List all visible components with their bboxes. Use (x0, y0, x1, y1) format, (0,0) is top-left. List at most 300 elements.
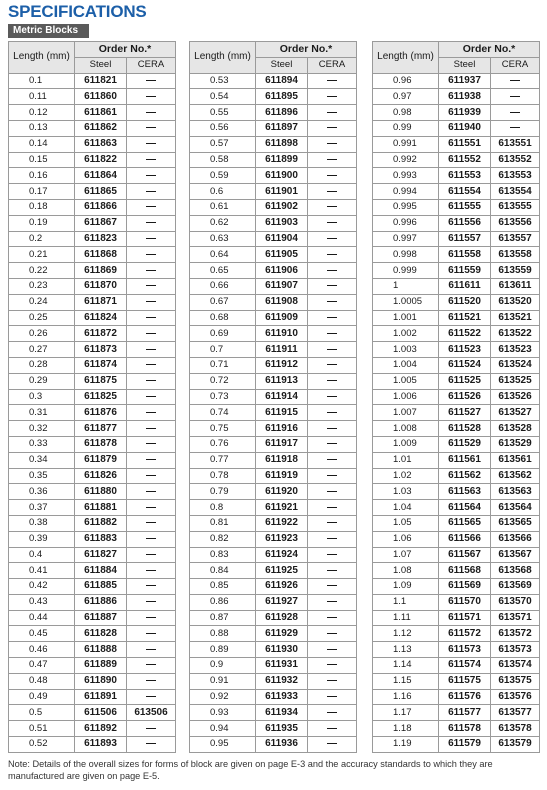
cera-order-cell: — (308, 326, 357, 342)
length-cell: 0.44 (9, 610, 75, 626)
length-cell: 0.11 (9, 89, 75, 105)
table-row (190, 136, 357, 152)
steel-order-cell: 611924 (256, 547, 308, 563)
cera-order-cell: 613522 (491, 326, 540, 342)
steel-order-cell: 611568 (439, 563, 491, 579)
cera-order-cell: — (308, 278, 357, 294)
table-row (373, 389, 540, 405)
length-cell: 0.23 (9, 278, 75, 294)
cera-order-cell: — (127, 357, 176, 373)
steel-order-cell: 611862 (75, 120, 127, 136)
cera-order-cell: 613570 (491, 594, 540, 610)
cera-order-cell: — (127, 168, 176, 184)
length-cell: 1.002 (373, 326, 439, 342)
table-row (373, 326, 540, 342)
length-cell: 0.26 (9, 326, 75, 342)
table-row (9, 184, 176, 200)
table-row (190, 642, 357, 658)
table-row (9, 405, 176, 421)
table-row (9, 531, 176, 547)
steel-order-cell: 611939 (439, 105, 491, 121)
steel-order-cell: 611913 (256, 373, 308, 389)
table-row (190, 278, 357, 294)
length-cell: 0.996 (373, 215, 439, 231)
cera-order-cell: 613574 (491, 658, 540, 674)
steel-order-cell: 611567 (439, 547, 491, 563)
steel-order-cell: 611863 (75, 136, 127, 152)
table-row (373, 452, 540, 468)
steel-order-cell: 611564 (439, 500, 491, 516)
length-header: Length (mm) (9, 42, 75, 74)
steel-order-cell: 611871 (75, 294, 127, 310)
length-cell: 1.07 (373, 547, 439, 563)
cera-order-cell: — (127, 658, 176, 674)
table-row (373, 105, 540, 121)
steel-order-cell: 611920 (256, 484, 308, 500)
cera-order-cell: — (127, 215, 176, 231)
table-row (9, 642, 176, 658)
length-cell: 0.999 (373, 263, 439, 279)
table-row (373, 120, 540, 136)
cera-order-cell: 613553 (491, 168, 540, 184)
steel-order-cell: 611572 (439, 626, 491, 642)
length-cell: 0.95 (190, 737, 256, 753)
cera-order-cell: — (308, 531, 357, 547)
length-cell: 0.37 (9, 500, 75, 516)
cera-order-cell: 613562 (491, 468, 540, 484)
table-row (9, 247, 176, 263)
cera-header: CERA (308, 57, 357, 73)
steel-order-cell: 611563 (439, 484, 491, 500)
steel-order-cell: 611922 (256, 515, 308, 531)
length-cell: 0.19 (9, 215, 75, 231)
cera-order-cell: — (308, 199, 357, 215)
table-row (190, 120, 357, 136)
length-cell: 0.74 (190, 405, 256, 421)
cera-order-cell: — (127, 231, 176, 247)
steel-order-cell: 611898 (256, 136, 308, 152)
length-cell: 0.39 (9, 531, 75, 547)
cera-order-cell: 613506 (127, 705, 176, 721)
length-cell: 0.97 (373, 89, 439, 105)
length-cell: 0.38 (9, 515, 75, 531)
steel-order-cell: 611933 (256, 689, 308, 705)
cera-order-cell: — (308, 357, 357, 373)
steel-order-cell: 611925 (256, 563, 308, 579)
length-cell: 0.46 (9, 642, 75, 658)
length-cell: 1.03 (373, 484, 439, 500)
length-cell: 0.75 (190, 421, 256, 437)
cera-order-cell: — (308, 294, 357, 310)
cera-order-cell: — (308, 468, 357, 484)
steel-order-cell: 611883 (75, 531, 127, 547)
steel-order-cell: 611921 (256, 500, 308, 516)
steel-order-cell: 611527 (439, 405, 491, 421)
length-cell: 0.67 (190, 294, 256, 310)
cera-order-cell: — (308, 310, 357, 326)
length-cell: 0.36 (9, 484, 75, 500)
table-row (190, 310, 357, 326)
table-row (9, 658, 176, 674)
table-row (9, 452, 176, 468)
spec-table-1 (8, 41, 176, 753)
table-row (373, 705, 540, 721)
length-cell: 0.54 (190, 89, 256, 105)
table-row (373, 547, 540, 563)
length-cell: 0.73 (190, 389, 256, 405)
cera-order-cell: — (127, 389, 176, 405)
length-cell: 1.16 (373, 689, 439, 705)
steel-order-cell: 611901 (256, 184, 308, 200)
length-cell: 0.35 (9, 468, 75, 484)
length-cell: 0.98 (373, 105, 439, 121)
table-row (190, 500, 357, 516)
steel-order-cell: 611909 (256, 310, 308, 326)
steel-order-cell: 611578 (439, 721, 491, 737)
cera-order-cell: — (127, 152, 176, 168)
length-cell: 0.1 (9, 73, 75, 89)
steel-order-cell: 611565 (439, 515, 491, 531)
steel-order-cell: 611892 (75, 721, 127, 737)
length-cell: 0.92 (190, 689, 256, 705)
table-row (190, 73, 357, 89)
length-cell: 0.69 (190, 326, 256, 342)
steel-order-cell: 611911 (256, 342, 308, 358)
table-row (9, 705, 176, 721)
cera-order-cell: — (127, 105, 176, 121)
length-cell: 1.17 (373, 705, 439, 721)
steel-order-cell: 611579 (439, 737, 491, 753)
cera-order-cell: 613561 (491, 452, 540, 468)
cera-order-cell: 613577 (491, 705, 540, 721)
length-cell: 0.51 (9, 721, 75, 737)
steel-order-cell: 611557 (439, 231, 491, 247)
cera-order-cell: — (127, 721, 176, 737)
cera-order-cell: — (308, 342, 357, 358)
length-cell: 0.87 (190, 610, 256, 626)
cera-order-cell: — (491, 73, 540, 89)
table-row (373, 278, 540, 294)
length-cell: 0.43 (9, 594, 75, 610)
steel-order-cell: 611927 (256, 594, 308, 610)
table-row (9, 373, 176, 389)
steel-order-cell: 611828 (75, 626, 127, 642)
table-row (9, 294, 176, 310)
length-cell: 0.997 (373, 231, 439, 247)
table-row (190, 673, 357, 689)
table-row (373, 310, 540, 326)
cera-order-cell: — (308, 263, 357, 279)
table-row (190, 421, 357, 437)
steel-order-cell: 611878 (75, 436, 127, 452)
cera-order-cell: 613529 (491, 436, 540, 452)
length-cell: 0.33 (9, 436, 75, 452)
length-cell: 0.96 (373, 73, 439, 89)
steel-order-cell: 611910 (256, 326, 308, 342)
steel-order-cell: 611559 (439, 263, 491, 279)
steel-order-cell: 611553 (439, 168, 491, 184)
length-cell: 0.14 (9, 136, 75, 152)
table-row (190, 105, 357, 121)
cera-order-cell: — (308, 610, 357, 626)
cera-order-cell: — (127, 610, 176, 626)
steel-order-cell: 611929 (256, 626, 308, 642)
table-row (190, 626, 357, 642)
table-row (9, 136, 176, 152)
table-row (373, 294, 540, 310)
table-row (373, 152, 540, 168)
steel-order-cell: 611561 (439, 452, 491, 468)
length-cell: 0.3 (9, 389, 75, 405)
cera-order-cell: — (127, 136, 176, 152)
length-cell: 0.58 (190, 152, 256, 168)
length-cell: 0.4 (9, 547, 75, 563)
steel-order-cell: 611824 (75, 310, 127, 326)
steel-order-cell: 611881 (75, 500, 127, 516)
steel-order-cell: 611522 (439, 326, 491, 342)
cera-order-cell: — (127, 436, 176, 452)
table-row (190, 484, 357, 500)
steel-order-cell: 611882 (75, 515, 127, 531)
cera-order-cell: 613564 (491, 500, 540, 516)
table-row (9, 626, 176, 642)
steel-order-cell: 611554 (439, 184, 491, 200)
steel-order-cell: 611931 (256, 658, 308, 674)
length-cell: 1.005 (373, 373, 439, 389)
length-cell: 0.99 (373, 120, 439, 136)
table-row (373, 500, 540, 516)
length-cell: 1.007 (373, 405, 439, 421)
length-cell: 0.45 (9, 626, 75, 642)
table-row (190, 357, 357, 373)
steel-order-cell: 611916 (256, 421, 308, 437)
steel-order-cell: 611917 (256, 436, 308, 452)
table-row (373, 515, 540, 531)
steel-order-cell: 611562 (439, 468, 491, 484)
table-row (373, 642, 540, 658)
table-row (190, 231, 357, 247)
steel-order-cell: 611934 (256, 705, 308, 721)
steel-order-cell: 611860 (75, 89, 127, 105)
steel-order-cell: 611886 (75, 594, 127, 610)
cera-order-cell: 613575 (491, 673, 540, 689)
cera-order-cell: — (308, 626, 357, 642)
length-cell: 0.2 (9, 231, 75, 247)
length-cell: 1.18 (373, 721, 439, 737)
steel-order-cell: 611936 (256, 737, 308, 753)
table-row (9, 326, 176, 342)
table-row (373, 626, 540, 642)
cera-order-cell: — (308, 673, 357, 689)
length-cell: 1.12 (373, 626, 439, 642)
length-cell: 1.001 (373, 310, 439, 326)
table-row (190, 658, 357, 674)
steel-order-cell: 611821 (75, 73, 127, 89)
table-row (9, 673, 176, 689)
table-row (373, 263, 540, 279)
steel-order-cell: 611906 (256, 263, 308, 279)
cera-order-cell: 613557 (491, 231, 540, 247)
length-cell: 0.41 (9, 563, 75, 579)
table-row (190, 326, 357, 342)
length-cell: 0.993 (373, 168, 439, 184)
cera-order-cell: — (127, 89, 176, 105)
length-header: Length (mm) (373, 42, 439, 74)
length-cell: 0.82 (190, 531, 256, 547)
length-cell: 0.28 (9, 357, 75, 373)
table-row (190, 294, 357, 310)
cera-order-cell: — (127, 452, 176, 468)
cera-order-cell: 613524 (491, 357, 540, 373)
length-cell: 0.8 (190, 500, 256, 516)
cera-order-cell: — (308, 89, 357, 105)
length-cell: 0.998 (373, 247, 439, 263)
cera-order-cell: — (127, 294, 176, 310)
steel-order-cell: 611823 (75, 231, 127, 247)
cera-order-cell: — (308, 547, 357, 563)
steel-order-cell: 611529 (439, 436, 491, 452)
table-row (190, 610, 357, 626)
length-cell: 0.18 (9, 199, 75, 215)
cera-order-cell: — (308, 452, 357, 468)
table-row (190, 531, 357, 547)
table-row (9, 73, 176, 89)
length-cell: 0.89 (190, 642, 256, 658)
cera-order-cell: — (491, 120, 540, 136)
cera-order-cell: 613525 (491, 373, 540, 389)
steel-order-cell: 611919 (256, 468, 308, 484)
steel-order-cell: 611899 (256, 152, 308, 168)
steel-order-cell: 611884 (75, 563, 127, 579)
steel-order-cell: 611875 (75, 373, 127, 389)
section-label: Metric Blocks (8, 24, 89, 38)
length-cell: 1.02 (373, 468, 439, 484)
table-row (9, 357, 176, 373)
cera-order-cell: 613559 (491, 263, 540, 279)
steel-order-cell: 611577 (439, 705, 491, 721)
length-cell: 0.25 (9, 310, 75, 326)
length-cell: 0.77 (190, 452, 256, 468)
cera-order-cell: 613573 (491, 642, 540, 658)
steel-order-cell: 611558 (439, 247, 491, 263)
cera-order-cell: 613558 (491, 247, 540, 263)
length-cell: 1.15 (373, 673, 439, 689)
table-row (373, 436, 540, 452)
length-cell: 0.76 (190, 436, 256, 452)
cera-order-cell: — (308, 689, 357, 705)
cera-order-cell: 613554 (491, 184, 540, 200)
length-cell: 0.79 (190, 484, 256, 500)
table-row (9, 547, 176, 563)
cera-order-cell: 613576 (491, 689, 540, 705)
length-cell: 1.14 (373, 658, 439, 674)
steel-order-cell: 611938 (439, 89, 491, 105)
steel-order-cell: 611890 (75, 673, 127, 689)
length-cell: 0.47 (9, 658, 75, 674)
table-row (373, 468, 540, 484)
cera-order-cell: — (308, 436, 357, 452)
table-row (190, 436, 357, 452)
steel-order-cell: 611891 (75, 689, 127, 705)
steel-order-cell: 611904 (256, 231, 308, 247)
cera-order-cell: — (308, 500, 357, 516)
table-row (9, 278, 176, 294)
steel-order-cell: 611566 (439, 531, 491, 547)
length-cell: 0.64 (190, 247, 256, 263)
table-row (190, 152, 357, 168)
steel-order-cell: 611524 (439, 357, 491, 373)
table-row (190, 342, 357, 358)
length-cell: 0.12 (9, 105, 75, 121)
length-cell: 1.006 (373, 389, 439, 405)
length-cell: 0.29 (9, 373, 75, 389)
length-cell: 0.66 (190, 278, 256, 294)
cera-order-cell: 613551 (491, 136, 540, 152)
steel-order-cell: 611571 (439, 610, 491, 626)
length-cell: 0.61 (190, 199, 256, 215)
length-cell: 0.83 (190, 547, 256, 563)
steel-order-cell: 611868 (75, 247, 127, 263)
cera-order-cell: — (308, 642, 357, 658)
length-cell: 0.49 (9, 689, 75, 705)
steel-order-cell: 611525 (439, 373, 491, 389)
steel-order-cell: 611889 (75, 658, 127, 674)
steel-order-cell: 611903 (256, 215, 308, 231)
length-cell: 0.88 (190, 626, 256, 642)
table-row (373, 168, 540, 184)
steel-order-cell: 611880 (75, 484, 127, 500)
length-cell: 0.84 (190, 563, 256, 579)
table-row (373, 215, 540, 231)
steel-order-cell: 611926 (256, 579, 308, 595)
cera-order-cell: — (127, 184, 176, 200)
table-row (9, 389, 176, 405)
cera-order-cell: — (127, 737, 176, 753)
cera-order-cell: — (308, 705, 357, 721)
steel-order-cell: 611826 (75, 468, 127, 484)
steel-order-cell: 611887 (75, 610, 127, 626)
length-cell: 0.62 (190, 215, 256, 231)
cera-order-cell: 613523 (491, 342, 540, 358)
table-row (190, 263, 357, 279)
table-row (190, 373, 357, 389)
length-cell: 0.48 (9, 673, 75, 689)
table-row (190, 247, 357, 263)
length-cell: 0.991 (373, 136, 439, 152)
steel-order-cell: 611888 (75, 642, 127, 658)
cera-order-cell: — (127, 673, 176, 689)
table-row (9, 342, 176, 358)
length-cell: 0.6 (190, 184, 256, 200)
table-row (9, 199, 176, 215)
steel-order-cell: 611876 (75, 405, 127, 421)
steel-order-cell: 611526 (439, 389, 491, 405)
cera-order-cell: — (127, 547, 176, 563)
length-cell: 0.68 (190, 310, 256, 326)
cera-order-cell: 613569 (491, 579, 540, 595)
length-cell: 0.42 (9, 579, 75, 595)
table-row (190, 215, 357, 231)
table-row (190, 563, 357, 579)
length-cell: 1.08 (373, 563, 439, 579)
table-row (373, 673, 540, 689)
cera-order-cell: — (127, 579, 176, 595)
table-row (373, 579, 540, 595)
length-cell: 0.72 (190, 373, 256, 389)
table-row (190, 389, 357, 405)
length-cell: 0.53 (190, 73, 256, 89)
cera-order-cell: — (308, 721, 357, 737)
